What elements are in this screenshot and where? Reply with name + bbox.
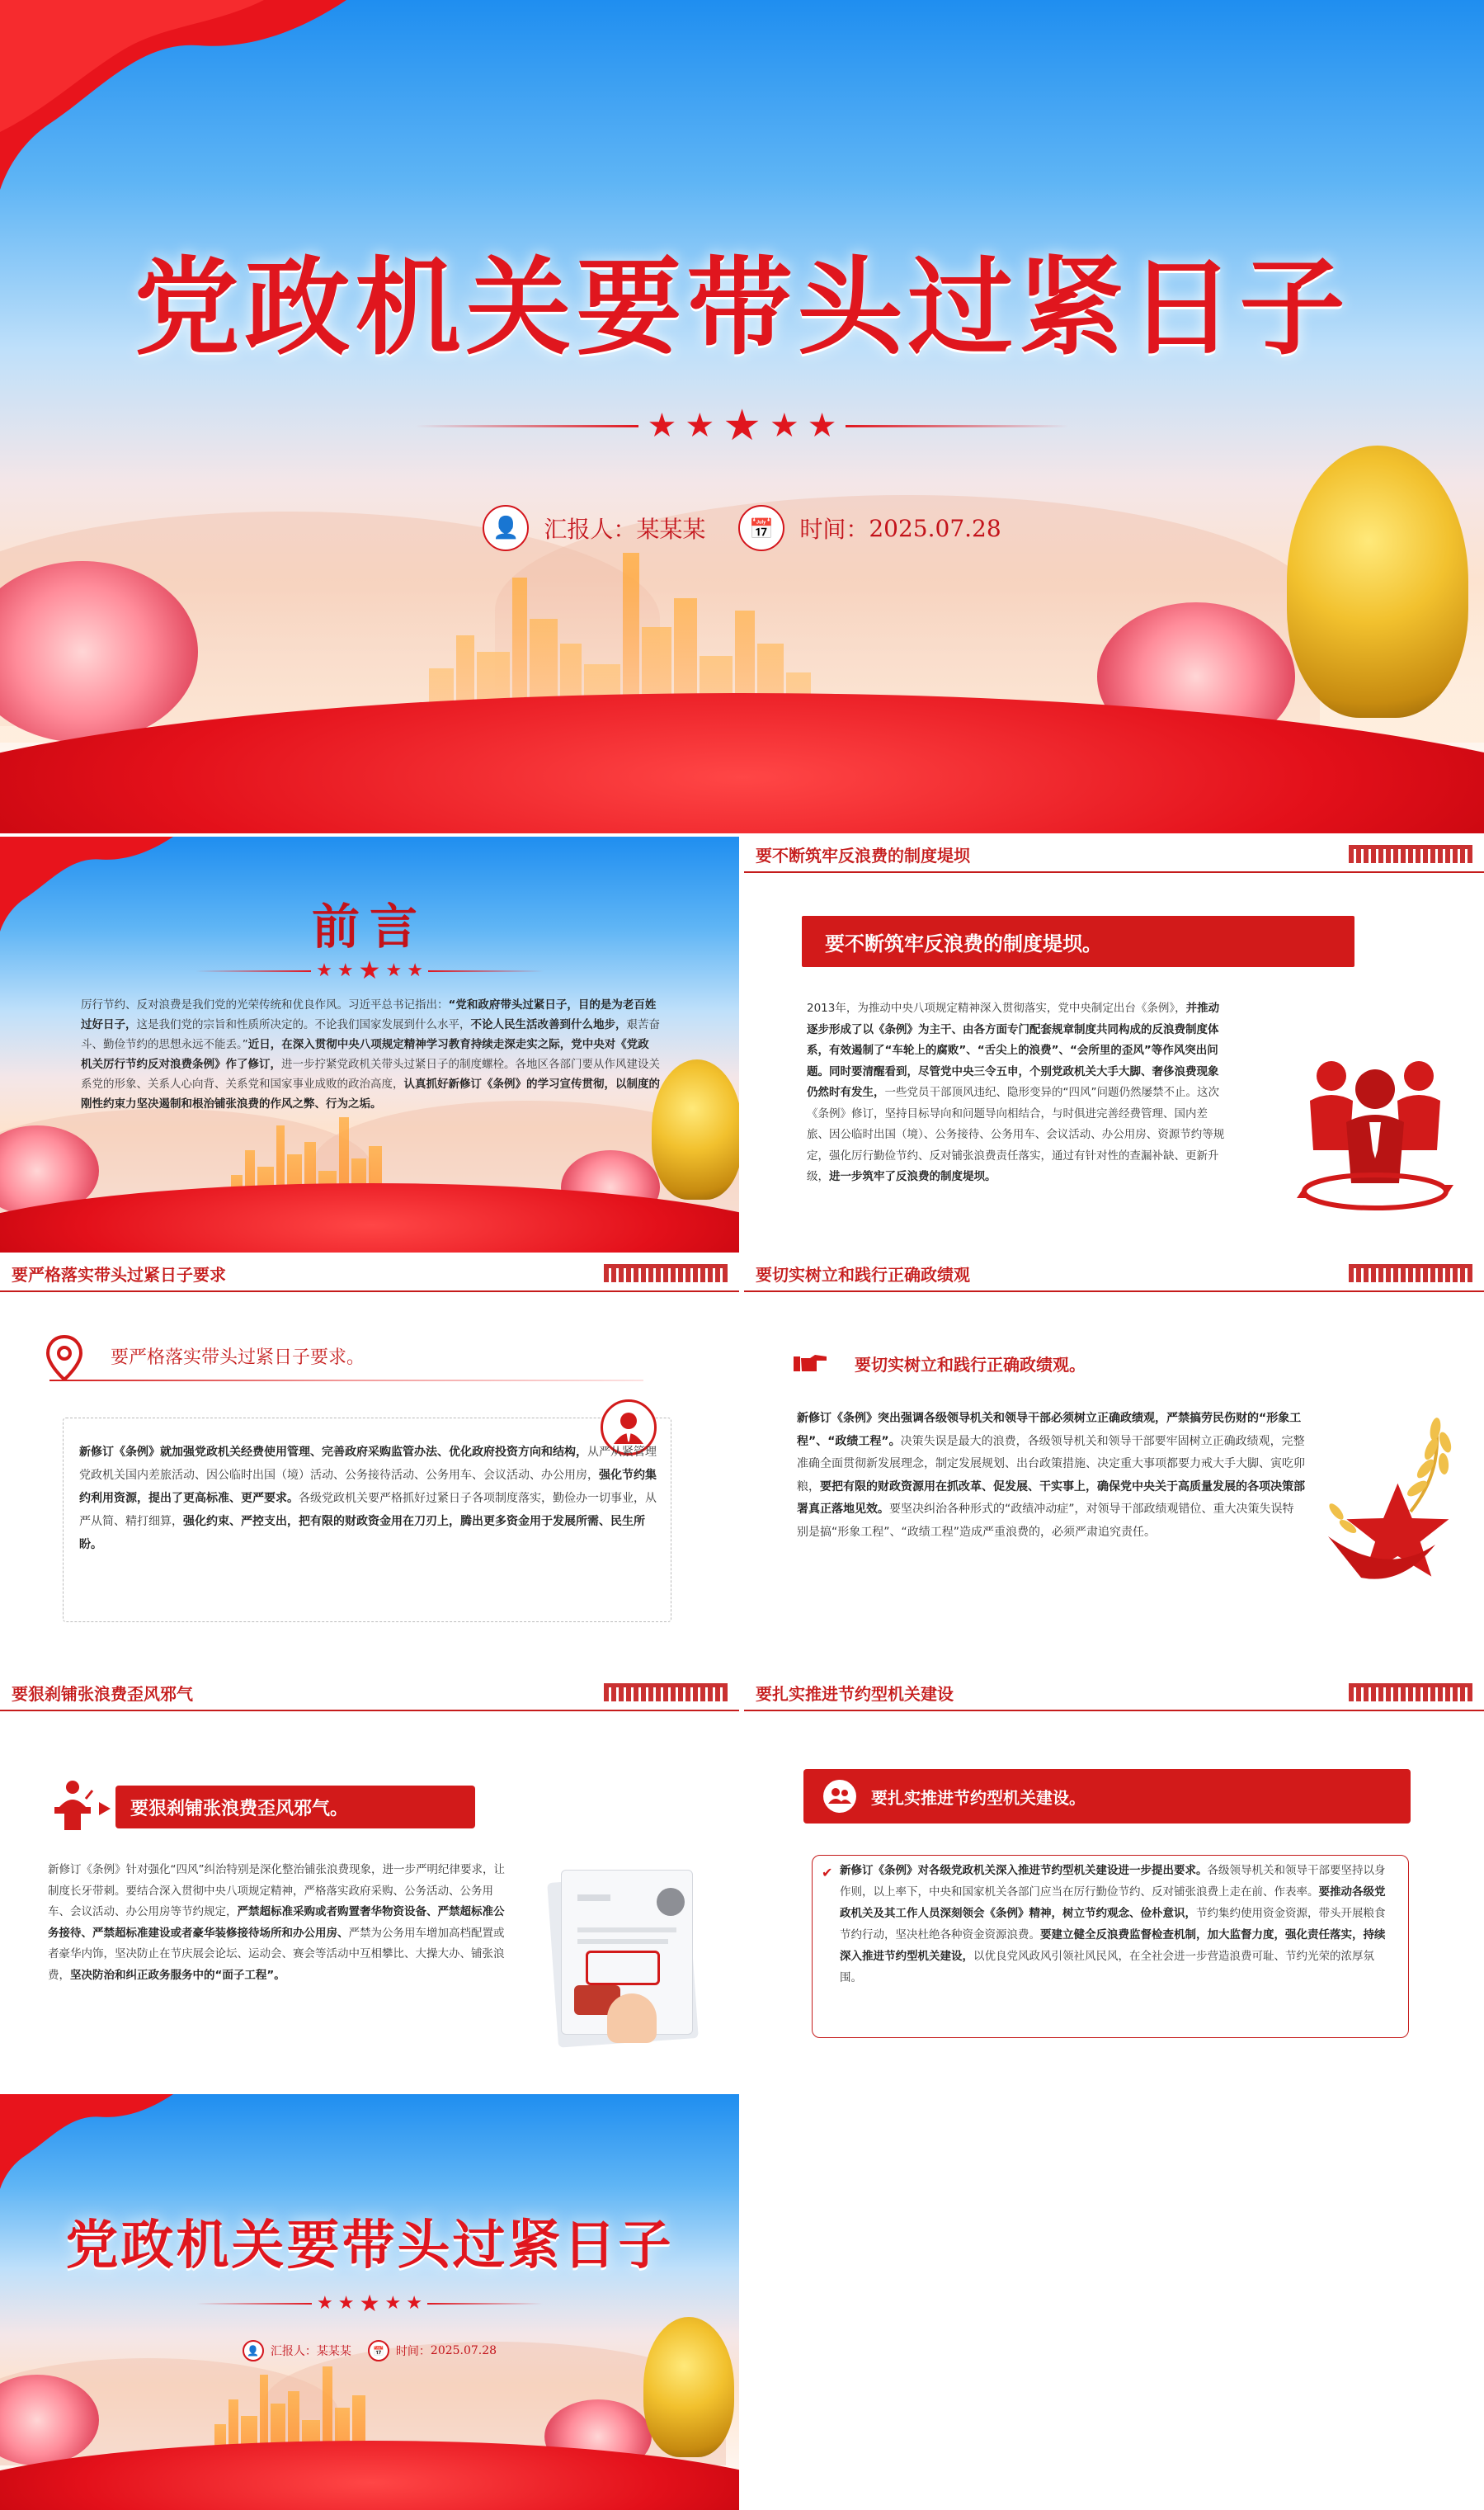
section-title-box bbox=[115, 1786, 475, 1828]
bold-text-run: 要建立健全反浪费监督检查机制，加大监督力度，强化责任落实，持续深入推进节约型机关建设， bbox=[840, 1928, 1386, 1963]
star-wreath-icon bbox=[1312, 1413, 1477, 1594]
bold-text-run: 要推动各级党政机关及其工作人员深刻领会《条例》精神，树立节约观念、俭朴意识， bbox=[840, 1885, 1386, 1920]
building-decoration bbox=[1349, 1264, 1472, 1282]
text-run: 各级党政机关要严格抓好过紧日子各项制度落实，勤俭办一切事业，从严从简、精打细算， bbox=[79, 1492, 657, 1528]
closing-slide bbox=[0, 2094, 739, 2510]
slide-header bbox=[744, 1675, 1484, 1711]
header-title: 要不断筑牢反浪费的制度堤坝 bbox=[756, 845, 970, 866]
text-run: 节约集约使用资金资源，带头开展粮食节约行动，坚决杜绝各种资金资源浪费。 bbox=[840, 1907, 1386, 1941]
stone-lion bbox=[652, 1059, 739, 1200]
text-run: 从严从紧管理党政机关国内差旅活动、因公临时出国（境）活动、公务接待活动、公务用车、会议活动、办公用房， bbox=[79, 1446, 657, 1482]
building-decoration bbox=[1349, 1683, 1472, 1701]
calendar-icon: 📅 bbox=[368, 2340, 389, 2361]
users-icon bbox=[823, 1780, 856, 1813]
text-run: 各级领导机关和领导干部要坚持以身作则，以上率下，中央和国家机关各部门应当在厉行勤俭节约、反对铺张浪费上走在前、作表率。 bbox=[840, 1864, 1386, 1899]
text-run: 这是我们党的宗旨和性质所决定的。不论我们国家发展到什么水平， bbox=[136, 1018, 471, 1031]
section-title: 要严格落实带头过紧日子要求。 bbox=[111, 1347, 365, 1368]
preface-title: 前言 bbox=[311, 899, 427, 955]
cover-slide bbox=[0, 0, 1484, 833]
closing-info-row bbox=[0, 2340, 739, 2361]
bold-text-run: 严禁超标准采购或者购置奢华物资设备、严禁超标准公务接待、严禁超标准建设或者豪华装修接待场所和办公用房、 bbox=[48, 1905, 505, 1940]
bold-text-run: 不论人民生活改善到什么地步， bbox=[470, 1018, 627, 1031]
text-run: 严禁为公务用车增加高档配置或者豪华内饰，坚决防止在节庆展会论坛、运动会、赛会等活动中互相攀比、大操大办、铺张浪费， bbox=[48, 1926, 505, 1982]
header-title: 要扎实推进节约型机关建设 bbox=[756, 1683, 954, 1704]
section-paragraph bbox=[48, 1860, 508, 1986]
reporter-name: 某某某 bbox=[316, 2345, 351, 2358]
header-title: 要狠刹铺张浪费歪风邪气 bbox=[12, 1683, 193, 1704]
bold-text-run: 强化节约集约利用资源，提出了更高标准、更严要求。 bbox=[79, 1469, 657, 1505]
text-run: 艰苦奋斗、勤俭节约的思想永远不能丢。” bbox=[81, 1018, 660, 1051]
check-icon: ✔ bbox=[822, 1865, 833, 1880]
text-run: 新修订《条例》针对强化“四风”纠治特别是深化整治铺张浪费现象，进一步严明纪律要求， bbox=[48, 1863, 494, 1876]
time-label: 时间： bbox=[799, 516, 869, 543]
text-run: 以优良党风政风引领社风民风，在全社会进一步营造浪费可耻、节约光荣的浓厚氛围。 bbox=[840, 1950, 1374, 1984]
section-title-box bbox=[802, 916, 1354, 967]
preface-paragraph bbox=[81, 995, 660, 1114]
text-run: 进一步拧紧党政机关带头过紧日子的制度螺栓。各地区各部门要从作风建设关系党的形象、关系人心向背、关系党和国家事业成败的政治高度， bbox=[81, 1058, 660, 1091]
section-paragraph bbox=[807, 998, 1227, 1188]
title-underline bbox=[49, 1380, 643, 1381]
resume-stamp-icon bbox=[544, 1870, 701, 2051]
section-paragraph bbox=[797, 1408, 1305, 1544]
building-decoration bbox=[604, 1264, 728, 1282]
location-pin-icon bbox=[46, 1335, 82, 1381]
bold-text-run: 认真抓好新修订《条例》的学习宣传贯彻，以制度的刚性约束力坚决遏制和根治铺张浪费的作风之弊、行为之垢。 bbox=[81, 1078, 660, 1111]
user-icon: 👤 bbox=[483, 505, 529, 551]
stone-lion bbox=[1287, 446, 1468, 718]
user-icon: 👤 bbox=[243, 2340, 264, 2361]
section-paragraph bbox=[79, 1441, 657, 1556]
section-title: 要不断筑牢反浪费的制度堤坝。 bbox=[825, 932, 1102, 955]
slide-institutional-dike bbox=[744, 837, 1484, 1253]
text-run: 这次《条例》修订，坚持目标导向和问题导向相结合，与时俱进完善经费管理、国内差旅、因公临时出国（境）、公务接待、公务用车、会议活动、办公用房、资源节约等规定，强化厉行勤俭节约、反对铺张浪费责任落实，通过有针对性的查漏补缺、更新升级， bbox=[807, 1086, 1225, 1183]
section-paragraph bbox=[840, 1860, 1396, 1989]
team-icon bbox=[1297, 1043, 1453, 1216]
stone-lion bbox=[643, 2317, 734, 2457]
text-run: 2013年，为推动中央八项规定精神深入贯彻落实，党中央制定出台《条例》， bbox=[807, 1002, 1186, 1015]
bold-text-run: 要把有限的财政资源用在抓改革、促发展、干实事上，确保党中央关于高质量发展的各项决策部署真正落地见效。 bbox=[797, 1479, 1305, 1516]
red-flag bbox=[0, 0, 346, 198]
slide-frugal-agencies bbox=[744, 1675, 1484, 2091]
building-decoration bbox=[604, 1683, 728, 1701]
closing-title: 党政机关要带头过紧日子 bbox=[65, 2215, 674, 2276]
title-stars-divider: ★ ★ ★ ★ ★ bbox=[0, 2292, 739, 2315]
text-run: 要坚决纠治各种形式的“政绩冲动症”，对领导干部政绩观错位、重大决策失误特别是搞“形象工程”、“政绩工程”造成严重浪费的，必须严肃追究责任。 bbox=[797, 1503, 1294, 1539]
calendar-icon: 📅 bbox=[738, 505, 784, 551]
reporter-name: 某某某 bbox=[636, 516, 706, 543]
red-flag bbox=[0, 2094, 173, 2193]
bold-text-run: 强化约束、严控支出，把有限的财政资金用在刀刃上，腾出更多资金用于发展所需、民生所盼。 bbox=[79, 1515, 645, 1551]
slide-strict-requirements bbox=[0, 1256, 739, 1672]
header-title: 要切实树立和践行正确政绩观 bbox=[756, 1264, 970, 1285]
section-title: 要扎实推进节约型机关建设。 bbox=[871, 1787, 1086, 1808]
title-stars-divider: ★ ★ ★ ★ ★ bbox=[0, 404, 1484, 447]
slide-header bbox=[0, 1675, 739, 1711]
text-run: 一些党员干部顶风违纪、隐形变异的“四风”问题仍然屡禁不止。 bbox=[884, 1086, 1197, 1099]
cover-info-row bbox=[0, 505, 1484, 551]
slide-correct-achievement-view bbox=[744, 1256, 1484, 1672]
bold-text-run: 进一步筑牢了反浪费的制度堤坝。 bbox=[829, 1170, 996, 1183]
speaker-podium-icon bbox=[48, 1779, 97, 1832]
section-title: 要切实树立和践行正确政绩观。 bbox=[855, 1355, 1086, 1375]
header-title: 要严格落实带头过紧日子要求 bbox=[12, 1264, 226, 1285]
time-value: 2025.07.28 bbox=[869, 514, 1001, 542]
time-value: 2025.07.28 bbox=[430, 2344, 497, 2357]
bold-text-run: 新修订《条例》突出强调各级领导机关和领导干部必须树立正确政绩观，严禁搞劳民伤财的“形象工程”、“政绩工程”。 bbox=[797, 1412, 1302, 1448]
time-label: 时间： bbox=[395, 2345, 431, 2358]
slide-header bbox=[744, 837, 1484, 873]
bold-text-run: 并推动逐步形成了以《条例》为主干、由各方面专门配套规章制度共同构成的反浪费制度体系， bbox=[807, 1002, 1220, 1057]
section-title-arrow bbox=[99, 1802, 111, 1815]
bold-text-run: 坚决防治和纠正政务服务中的“面子工程”。 bbox=[70, 1968, 285, 1982]
reporter-label: 汇报人： bbox=[544, 516, 637, 543]
bold-text-run: 尽管党中央三令五申，个别党政机关大手大脚、奢侈浪费现象仍然时有发生， bbox=[807, 1064, 1219, 1099]
building-decoration bbox=[1349, 845, 1472, 863]
text-run: 厉行节约、反对浪费是我们党的光荣传统和优良作风。习近平总书记指出： bbox=[81, 998, 449, 1012]
preface-slide bbox=[0, 837, 739, 1253]
text-run: 决策失误是最大的浪费，各级领导机关和领导干部要牢固树立正确政绩观，完整准确全面贯彻新发展理念，制定发展规划、出台政策措施、决定重大事项都要力戒大手大脚、寅吃卯粮， bbox=[797, 1434, 1305, 1493]
slide-header bbox=[744, 1256, 1484, 1292]
bold-text-run: 近日，在深入贯彻中央八项规定精神学习教育持续走深走实之际，党中央对《党政机关厉行节约反对浪费条例》作了修订， bbox=[81, 1038, 649, 1071]
reporter-label: 汇报人： bbox=[270, 2345, 317, 2358]
bold-text-run: 有效遏制了“车轮上的腐败”、“舌尖上的浪费”、“会所里的歪风”等作风突出问题。同时要清醒看到， bbox=[807, 1044, 1218, 1078]
text-run: 让制度长牙带刺。要结合深入贯彻中央八项规定精神，严格落实政府采购、公务活动、公务用车、会议活动、办公用房等节约规定， bbox=[48, 1863, 505, 1918]
slide-header bbox=[0, 1256, 739, 1292]
pointing-hand-icon bbox=[794, 1353, 828, 1375]
section-title: 要狠刹铺张浪费歪风邪气。 bbox=[130, 1798, 349, 1819]
bold-text-run: 新修订《条例》对各级党政机关深入推进节约型机关建设进一步提出要求。 bbox=[840, 1864, 1208, 1877]
cover-title: 党政机关要带头过紧日子 bbox=[134, 246, 1350, 370]
bold-text-run: 新修订《条例》就加强党政机关经费使用管理、完善政府采购监管办法、优化政府投资方向和结构， bbox=[79, 1446, 587, 1459]
preface-stars-divider: ★ ★ ★ ★ ★ bbox=[0, 959, 739, 984]
bold-text-run: “党和政府带头过紧日子，目的是为老百姓过好日子， bbox=[81, 998, 657, 1031]
section-title-box bbox=[803, 1769, 1411, 1824]
slide-curb-extravagance bbox=[0, 1675, 739, 2091]
